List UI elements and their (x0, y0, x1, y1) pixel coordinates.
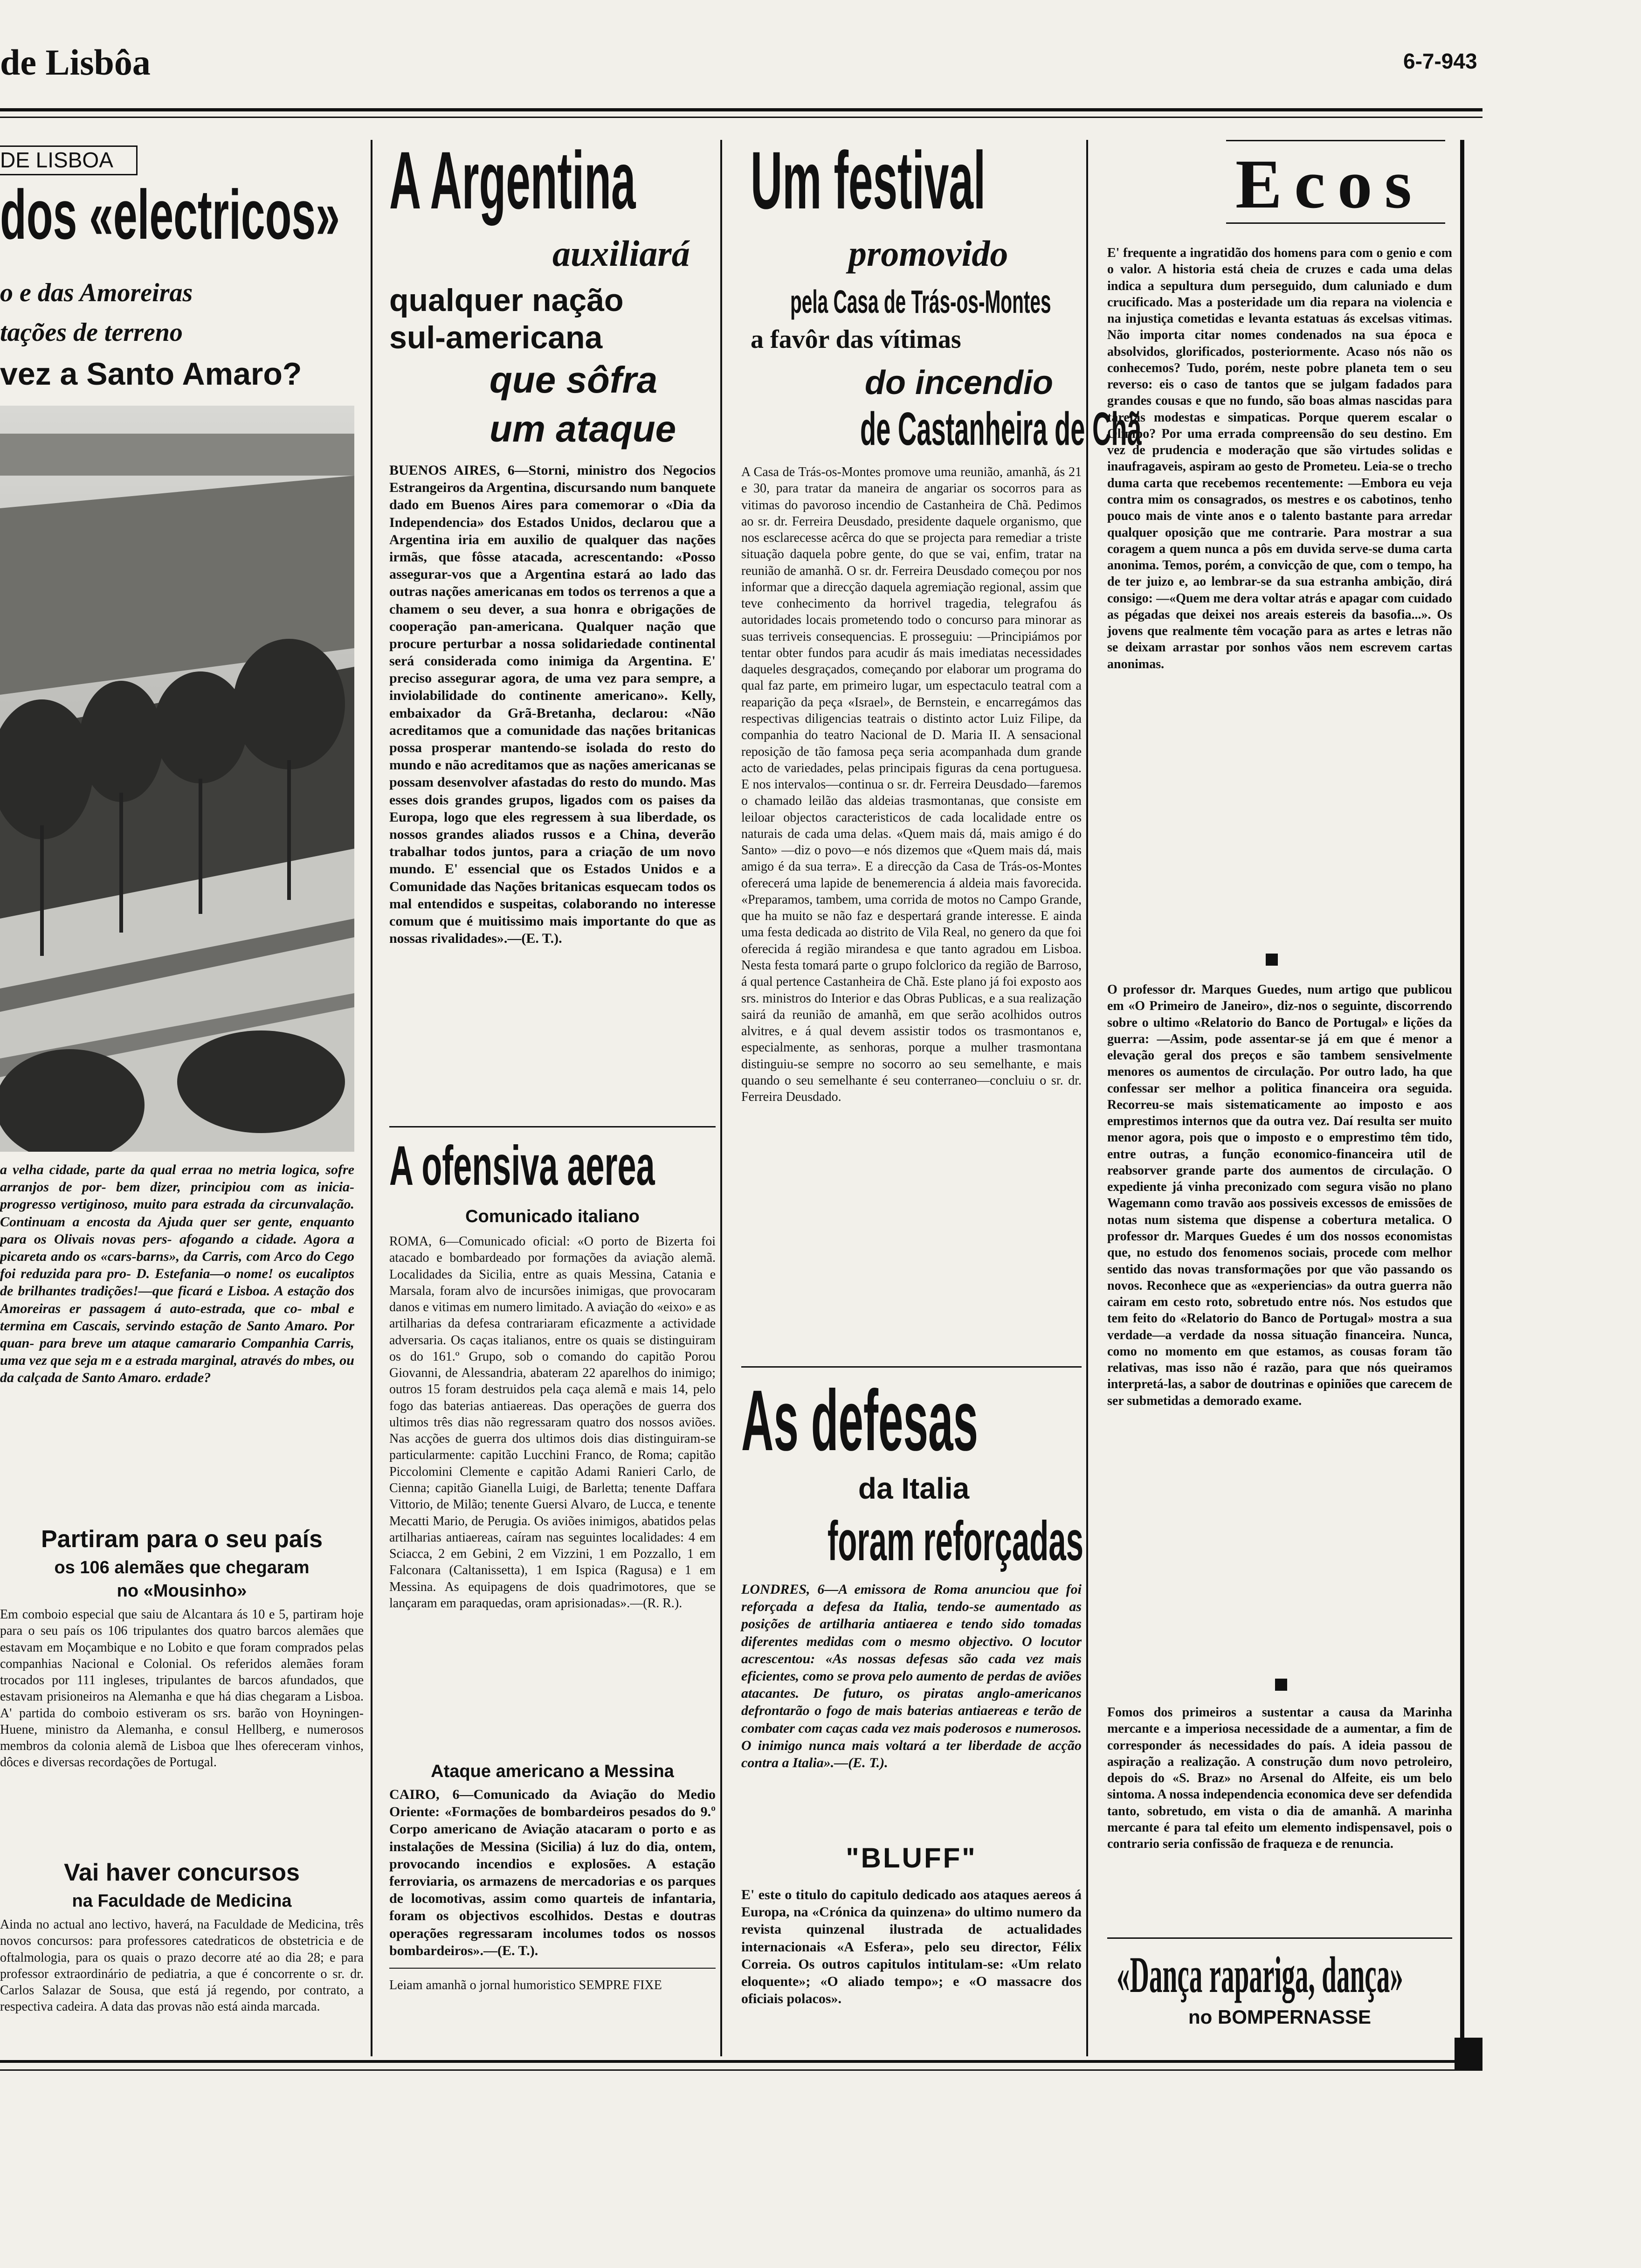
section-label-text: DE LISBOA (0, 148, 113, 172)
issue-date: 6-7-943 (1403, 49, 1477, 73)
festival-deck: de Castanheira de Chã (860, 403, 1142, 455)
separator-square (1266, 954, 1278, 966)
ad-subtitle: no BOMPERNASSE (1188, 2006, 1372, 2028)
defesas-headline: As defesas (741, 1373, 979, 1469)
story-concursos-subhead: na Faculdade de Medicina (72, 1891, 292, 1911)
argentina-headline: A Argentina (389, 135, 636, 226)
story-partiram-subhead: os 106 alemães que chegaram (54, 1558, 310, 1577)
story-concursos (0, 1860, 364, 1910)
ecos-paragraph-3: Fomos dos primeiros a sustentar a causa da Marinha mercante e a imperiosa necessidade de a aumentar, a fim de corresponder ás necessidades do país. A ideia passou de aspiração a realização. A construção dum novo petroleiro, depois do «S. Braz» no Arsenal do Alfeite, eis um belo sintoma. A nossa independencia economica deve ser defendida tanto, sobretudo, em vista o dia de amanhã. A marinha mercante é para tal efeito um elemento indispensavel, pois o contrario seria confissão de fraqueza e de renuncia. (1107, 1705, 1452, 1852)
section-rule (741, 1366, 1082, 1368)
messina-body: CAIRO, 6—Comunicado da Aviação do Medio Oriente: «Formações de bombardeiros pesados do 9.º Corpo americano de Aviação atacaram o porto e as instalações de Messina (Sicilia) á luz do dia, ontem, provocando incendios e explosões. A estação ferroviaria, os armazens de mercadorias e os parques de locomotivas, assim como quarteis de infantaria, foram os objectivos escolhidos. Destas e doutras operações regressaram incolumes todos os nossos bombardeiros».—(E. T.). (389, 1787, 716, 1958)
masthead: de Lisbôa (0, 42, 151, 83)
argentina-deck: sul-americana (389, 320, 603, 355)
story-partiram-body: Em comboio especial que saiu de Alcantara ás 10 e 5, partiram hoje para o seu país os 106 tripulantes dos quatro barcos alemães que estavam em Moçambique e no Lobito e que foram comprados pelas companhias Nacional e Colonial. Os referidos alemães foram trocados por 111 ingleses, tripulantes de barcos afundados, que estavam prisioneiros na Alemanha e que há dias chegaram a Lisboa. A' partida do comboio estiveram os srs. barão von Hoyningen-Huene, ministro da Alemanha, e consul Hellberg, e numerosos membros da colonia alemã de Lisboa que lhes ofereceram vinhos, dôces e diversas recordações de Portugal. (0, 1607, 364, 1770)
bluff-heading: "BLUFF" (846, 1842, 977, 1874)
ecos-headline: Ecos (1235, 145, 1424, 223)
ofensiva-subhead: Comunicado italiano (465, 1207, 640, 1226)
header-rule (0, 108, 1482, 111)
festival-body: A Casa de Trás-os-Montes promove uma reunião, amanhã, ás 21 e 30, para tratar da maneira de angariar os socorros para as vitimas do pavoroso incendio de Castanheira de Chã. Pedimos ao sr. dr. Ferreira Deusdado, presidente daquele organismo, que nos esclarecesse acêrca do que se projecta para remediar a triste situação daquela pobre gente, do que se vai, enfim, tratar na reunião de amanhã. O sr. dr. Ferreira Deusdado começou por nos informar que a direcção daquela agremiação regional, assim que teve conhecimento da horrivel tragedia, telegrafou ás autoridades locais prometendo todo o concurso para minorar as suas terriveis consequencias. E prosseguiu: —Principiámos por tentar obter fundos para acudir ás mais imediatas necessidades daqueles desgraçados, começando por elaborar um programa do qual faz parte, em primeiro lugar, um espectaculo teatral com a reaparição da peça «Israel», de Bernstein, e encarregámos das respectivas diligencias teatrais o distinto actor Luiz Filipe, da companhia do teatro Nacional de D. Maria II. A sensacional reposição de tão famosa peça seria acompanhada dum grande acto de variedades, pelas principais figuras da cena portuguesa. E nos intervalos—continua o sr. dr. Ferreira Deusdado—faremos o chamado leilão das aldeias trasmontanas, que consiste em leiloar objectos caracteristicos de cada localidade entre os naturais de cada uma delas. «Quem mais dá, mais amigo é do Santo» —diz o povo—e nós dizemos que «Quem mais dá, mais amigo é da sua terra». E a direcção da Casa de Trás-os-Montes oferecerá uma lapide de benemerencia á aldeia mais favorecida. «Preparamos, tambem, uma corrida de motos no Campo Grande, que ha muito se não faz e despertará grande interesse. E ainda uma festa dedicada ao distrito de Vila Real, no genero da que foi oferecida á região mirandesa e que tanto agradou em Lisboa. Nesta festa tomará parte o grupo folclorico da região de Barroso, á qual pertence Castanheira de Chã. Este plano já foi exposto aos srs. ministros do Interior e das Obras Publicas, e a sua realização sairá da reunião de amanhã, em que serão acolhidos outros alvitres, e á qual devem assistir todos os trasmontanos e, especialmente, as senhoras, porque a mulher trasmontana distinguiu-se sempre no socorro ao seu semelhante, e mais quando o seu semelhante é seu conterraneo—concluiu o sr. dr. Ferreira Deusdado. (741, 465, 1082, 1105)
street-photo (0, 406, 354, 1152)
festival-deck: promovido (848, 233, 1008, 274)
defesas-body: LONDRES, 6—A emissora de Roma anunciou que foi reforçada a defesa da Italia, tendo-se aumentado as posições de artilharia antiaerea e tendo sido tomadas diferentes medidas com o mesmo objectivo. O locutor acrescentou: «As nossas defesas são cada vez mais eficientes, como se prova pelo aumento de perdas de aviões atacantes. De futuro, os piratas anglo-americanos defrontarão o fogo de mais baterias antiaereas e terão de combater com caças cada vez mais poderosos e numerosos. O inimigo nunca mais voltará a ter liberdade de acção contra a Italia».—(E. T.). (741, 1582, 1082, 1770)
defesas-deck: da Italia (858, 1472, 970, 1505)
ecos-paragraph-1: E' frequente a ingratidão dos homens para com o genio e com o valor. A historia está cheia de cruzes e cada uma delas indica a sepultura dum perseguido, dum caluniado e dum crucificado. Mas a posteridade um dia repara na violencia e na injustiça cometidas e levanta estatuas ás excelsas vitimas. Não importa citar nomes condenados na sua época e absolvidos, glorificados, posteriormente. Acaso nós não os conhecemos? Tudo, porém, neste pobre planeta tem o seu reverso: eis o caso de tantos que se julgam fadados para grandes cousas e que no fundo, são boas almas nascidas para tarefas modestas e simpaticas. Porque querem escalar o Olimpo? Por uma errada compreensão do seu destino. Em vez de prudencia e moderação que são virtudes solidas e inaufragaveis, aspiram ao gesto de Prometeu. Leia-se o trecho duma carta que recebemos recentemente: —Embora eu veja contra mim os consagrados, os mestres e os cabotinos, tenho pouco mais de vinte anos e o talento bastante para arredar qualquer oposição que me contrarie. Para mostrar a sua coragem a quem nunca a pôs em duvida serve-se duma carta anonima. Temos, porém, a convicção de que, com o tempo, ha de ter juizo e, ao lembrar-se da sua estranha ambição, dirá consigo: —«Quem me dera voltar atrás e apagar com cuidado as pégadas que deixei nos areais estereis da basofia...». Os jovens que realmente têm vocação para as artes e letras não se deixam arrastar por sonhos vãos nem escrevem cartas anonimas. (1107, 246, 1452, 671)
bottom-edge-block (1455, 2038, 1482, 2070)
ecos-paragraph-2: O professor dr. Marques Guedes, num artigo que publicou em «O Primeiro de Janeiro», diz-nos o seguinte, discorrendo sobre o ultimo «Relatorio do Banco de Portugal» e lições da guerra: —Assim, pode assentar-se já em que é menor a elevação geral dos preços e são tambem sensivelmente menores os aumentos de circulação. Por outro lado, ha que confessar ser melhor a politica financeira ora seguida. Recorreu-se mais sistematicamente ao imposto e aos emprestimos internos que da outra vez. Daí resulta ser muito menor agora, pois que o imposto e o emprestimo têm tido, entre outras, a função economico-financeira util de reabsorver grande parte dos aumentos de circulação. O expediente já vinha preconizado com segura visão no plano Wagemann como travão aos possiveis excessos de emissões de notas num sistema que dispense a cobertura metalica. O professor dr. Marques Guedes é um dos nossos economistas que, no estudo dos fenomenos sociais, procede com melhor sentido das novas transformações por que vão passando os novos. Reconhece que as «experiencias» da outra guerra não cairam em cesto roto, sobretudo entre nós. Nos estudos que tem feito do «Relatorio do Banco de Portugal» mostra a sua verdade—a verdade da nossa situação financeira. Nunca, como no momento em que estamos, as cousas foram tão relativas, mas isso não é razão, para que nós queiramos interpretá-las, a sabor de doutrinas e opiniões que carecem de ser submetidas a demorado exame. (1107, 982, 1452, 1408)
story-concursos-headline: Vai haver concursos (64, 1859, 300, 1886)
col1-subhead: o e das Amoreiras (0, 278, 193, 307)
bluff-body: E' este o titulo do capitulo dedicado aos ataques aereos á Europa, na «Crónica da quinzena» do ultimo numero da revista quinzenal ilustrada de actualidades internacionais «A Esfera», pelo seu director, Félix Correia. Os outros capitulos intitulam-se: «Um relato eloquente»; «O aliado tempo»; e «O massacre dos oficiais polacos». (741, 1887, 1082, 2007)
ofensiva-body: ROMA, 6—Comunicado oficial: «O porto de Bizerta foi atacado e bombardeado por formações da aviação alemã. Localidades da Sicilia, entre as quais Messina, Catania e Marsala, foram alvo de incursões inimigas, que provocaram danos e vitimas em numero limitado. A aviação do «eixo» e as artilharias da defesa contrariaram eficazmente a actividade adversaria. Os caças italianos, entre os quais se distinguiram os do 161.º Grupo, sob o comando do capitão Porou Giovanni, de Alessandria, abateram 22 aparelhos do inimigo; outros 15 foram destruidos pela caça alemã e mais 14, pelo fogo das baterias antiaereas. Das operações de guerra dos ultimos três dias não regressaram quatro dos nossos aviões. Nas acções de guerra dos ultimos dois dias distinguiram-se particularmente: capitão Lucchini Franco, de Roma; capitão Piccolomini Clemente e capitão Adami Ranieri Carlo, de Cienna; capitão Gianella Luigi, de Barletta; tenente Daffara Vittorio, de Milão; tenente Guersi Alvaro, de Lucca, e tenente Mecatti Mario, de Perugia. Os aviões inimigos, abatidos pelas artilharias antiaereas, caíram nas seguintes localidades: 4 em Sciacca, 2 em Gebini, 2 em Vizzini, 1 em Pozzallo, 1 em Falconara (Caltanissetta), 1 em Ispica (Ragusa) e 1 em Messina. As equipagens de dois quadrimotores, que se lançaram em paraquedas, oram aprisionadas».—(R. R.). (389, 1234, 716, 1611)
story-partiram (0, 1527, 364, 1600)
ofensiva-headline: A ofensiva aerea (389, 1134, 655, 1197)
story-partiram-subhead-2: no «Mousinho» (117, 1581, 247, 1601)
page-edge-rule (1460, 140, 1464, 2061)
messina-subhead: Ataque americano a Messina (431, 1762, 674, 1781)
separator-square (1275, 1679, 1287, 1691)
street-photo-image (0, 406, 354, 1152)
festival-deck: pela Casa de Trás-os-Montes (790, 284, 1051, 320)
argentina-deck: qualquer nação (389, 283, 624, 318)
header-rule-thin (0, 117, 1482, 118)
col1-subhead: tações de terreno (0, 318, 183, 347)
argentina-deck: auxiliará (552, 233, 690, 274)
argentina-deck: um ataque (490, 408, 676, 449)
defesas-deck: foram reforçadas (827, 1510, 1084, 1572)
festival-deck: a favôr das vítimas (751, 325, 961, 354)
bottom-rule (0, 2060, 1482, 2063)
column-rule (371, 140, 372, 2056)
ad-title: «Dança rapariga, dança» (1117, 1946, 1403, 2003)
story-concursos-body: Ainda no actual ano lectivo, haverá, na Faculdade de Medicina, três novos concursos: para professores catedraticos de obstetricia e de oftalmologia, para os quais o prazo decorre até ao dia 28; e para professor extraordinário de pediatria, a que é concorrente o sr. dr. Carlos Salazar de Sousa, que está já regendo, por contrato, a respectiva cadeira. A data das provas não está ainda marcada. (0, 1917, 364, 2014)
story-partiram-headline: Partiram para o seu país (41, 1526, 323, 1553)
section-rule (389, 1968, 716, 1969)
col1-headline: dos «electricos» (0, 175, 340, 254)
bottom-rule-thin (0, 2069, 1482, 2071)
argentina-deck: que sôfra (490, 359, 658, 401)
section-rule (389, 1126, 716, 1127)
column-rule (720, 140, 722, 2056)
festival-deck: do incendio (865, 364, 1053, 401)
argentina-body: BUENOS AIRES, 6—Storni, ministro dos Negocios Estrangeiros da Argentina, discursando num banquete dado em Buenos Aires para comemorar o «Dia da Independencia» dos Estados Unidos, declarou que a Argentina iria em auxilio de qualquer das nações irmãs, que fôsse atacada, acrescentando: «Posso assegurar-vos que a Argentina estará ao lado das outras nações americanas em todos os terrenos a que a chamem o seu dever, a sua honra e obrigações de cooperação pan-americana. Qualquer nação que procure perturbar a nossa solidariedade continental será considerada como inimiga da Argentina. E' preciso assegurar agora, de uma vez para sempre, a inviolabilidade do continente americano». Kelly, embaixador da Grã-Bretanha, declarou: «Não acreditamos que a comunidade das nações britanicas possa prosperar mantendo-se isolada do resto do mundo e não acreditamos que as nações americanas se possam desenvolver afastadas do resto do mundo. Mas esses dois grandes grupos, ligados com os paises da Europa, logo que eles regressem à sua liberdade, os nossos grandes aliados russos e a China, deverão trabalhar todos juntos, para a criação de um novo mundo. E' essencial que os Estados Unidos e a Comunidade das Nações britanicas esquecam todos os mal entendidos e suspeitas, colaborando no interesse comum que é muitissimo mais importante do que as nossas rivalidades».—(E. T.). (389, 463, 716, 947)
photo-caption: a velha cidade, parte da qual erraa no metria logica, sofre arranjos de por- bem dizer, principiou com as inicia- progresso vertiginoso, muito para estrada da circunvalação. Continuam a encosta da Ajuda quer ser gente, enquanto para os Olivais novas pers- afogando a cidade. Agora a picareta ando os «cars-barns», da Carris, com Arco do Cego foi reduzida para pro- D. Estefania—o nome! os eucaliptos de brilhantes tradições!—que ficará e Lisboa. A estação dos Amoreiras er passagem á auto-estrada, que co- mbal e termina em Cascais, servindo estação de Santo Amaro. Por quan- para breve um ataque camarario Companhia Carris, uma vez que seja m e a estrada marginal, através do mbes, ou da calçada de Santo Amaro. erdade? (0, 1162, 354, 1386)
sempre-fixe-note: Leiam amanhã o jornal humoristico SEMPRE FIXE (389, 1978, 662, 1992)
col1-subhead: vez a Santo Amaro? (0, 356, 302, 392)
festival-headline: Um festival (751, 135, 986, 226)
section-rule (1107, 1937, 1452, 1939)
